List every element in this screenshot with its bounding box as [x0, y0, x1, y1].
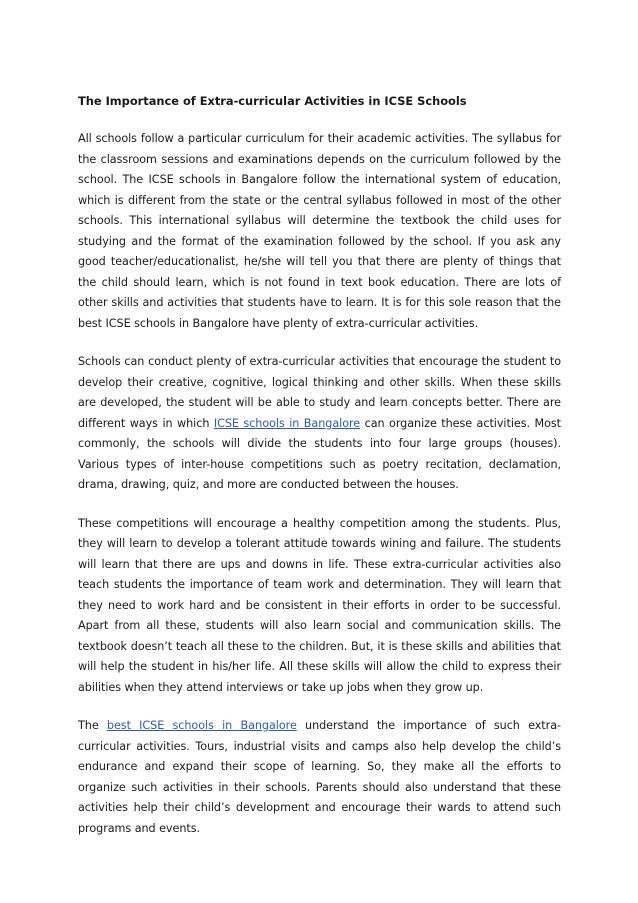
paragraph-4-text-end: understand the importance of such extra-curricular activities. Tours, industrial visits and camps also help develop the child’s endurance and expand their scope of learning. So, they make all the efforts to organize such activities in their schools. Parents should also understand that these activities help their child’s development and encourage their wards to attend such programs and events.: [78, 719, 561, 835]
paragraph-2: [78, 352, 561, 496]
paragraph-4-text-start: The: [78, 719, 107, 732]
document-page: [78, 92, 561, 857]
paragraph-4: [78, 716, 561, 839]
paragraph-2-text-start: Schools can conduct plenty of extra-curricular activities that encourage the student to develop their creative, cognitive, logical thinking and other skills. When these skills are developed, the student will be able to study and learn concepts better. There are different ways in which: [78, 355, 561, 430]
paragraph-2-text-end: can organize these activities. Most commonly, the schools will divide the students into four large groups (houses). Various types of inter-house competitions such as poetry recitation, declamation, drama, drawing, quiz, and more are conducted between the houses.: [78, 416, 561, 491]
document-title: The Importance of Extra-curricular Activities in ICSE Schools: [78, 94, 467, 108]
paragraph-3: These competitions will encourage a healthy competition among the students. Plus, they will learn to develop a tolerant attitude towards wining and failure. The students will learn that there are ups and downs in life. These extra-curricular activities also teach students the importance of team work and determination. They will learn that they need to work hard and be consistent in their efforts in order to be successful. Apart from all these, students will also learn social and communication skills. The textbook doesn’t teach all these to the children. But, it is these skills and abilities that will help the student in his/her life. All these skills will allow the child to express their abilities when they attend interviews or take up jobs when they grow up.: [78, 516, 561, 694]
best-icse-schools-link[interactable]: best ICSE schools in Bangalore: [106, 719, 297, 732]
icse-schools-link[interactable]: ICSE schools in Bangalore: [213, 416, 361, 430]
paragraph-1: All schools follow a particular curriculum for their academic activities. The syllabus for the classroom sessions and examinations depends on the curriculum followed by the school. The ICSE schools in Bangalore follow the international system of education, which is different from the state or the central syllabus followed in most of the other schools. This international syllabus will determine the textbook the child uses for studying and the format of the examination followed by the school. If you ask any good teacher/educationalist, he/she will tell you that there are plenty of things that the child should learn, which is not found in text book education. There are lots of other skills and activities that students have to learn. It is for this sole reason that the best ICSE schools in Bangalore have plenty of extra-curricular activities.: [78, 132, 561, 330]
